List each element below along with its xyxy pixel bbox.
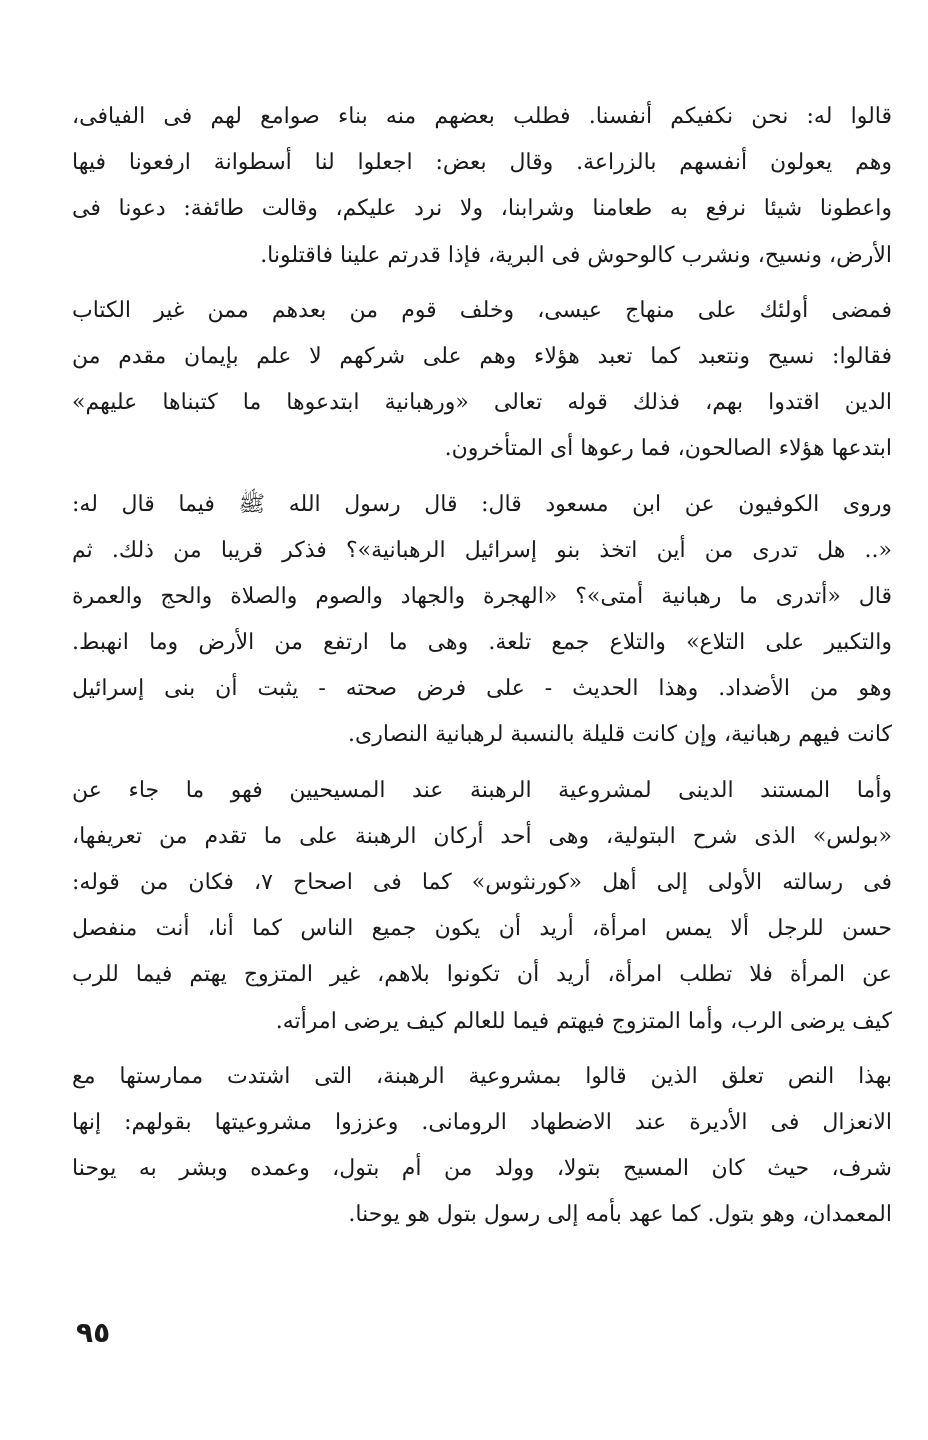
text-line: قالوا له: نحن نكفيكم أنفسنا. فطلب بعضهم منه بناء صوامع لهم فى الفيافى، [72,104,892,129]
text-line: بهذا النص تعلق الذين قالوا بمشروعية الرهبنة، التى اشتدت ممارستها مع [72,1063,892,1089]
text-line: فى رسالته الأولى إلى أهل «كورنثوس» كما فى اصحاح ٧، فكان من قوله: [72,870,892,895]
body-text [72,94,892,1248]
text-line: كيف يرضى الرب، وأما المتزوج فيهتم فيما للعالم كيف يرضى امرأته. [275,1008,892,1034]
page-number: ٩٥ [76,1316,111,1349]
text-line: فمضى أولئك على منهاج عيسى، وخلف قوم من بعدهم ممن غير الكتاب [72,297,892,323]
text-line: الدين اقتدوا بهم، فذلك قوله تعالى «ورهبانية ابتدعوها ما كتبناها عليهم» [72,390,892,416]
text-line: عن المرأة فلا تطلب امرأة، أريد أن تكونوا بلاهم، غير المتزوج يهتم فيما للرب [72,962,892,988]
paragraph [72,482,892,759]
text-line: «بولس» الذى شرح البتولية، وهى أحد أركان الرهبنة على ما تقدم من تعريفها، [72,823,892,849]
text-line: فقالوا: نسيح ونتعبد كما تعبد هؤلاء وهم على شركهم لا علم بإيمان مقدم من [72,343,892,369]
text-line: «.. هل تدرى من أين اتخذ بنو إسرائيل الرهبانية»؟ فذكر قريبا من ذلك. ثم [72,537,892,563]
text-line: وهو من الأضداد. وهذا الحديث - على فرض صحته - يثبت أن بنى إسرائيل [72,676,892,702]
text-line: والتكبير على التلاع» والتلاع جمع تلعة. وهى ما ارتفع من الأرض وما انهبط. [72,630,892,656]
text-line: حسن للرجل ألا يمس امرأة، أريد أن يكون جميع الناس كما أنا، أنت منفصل [72,916,892,942]
text-line: وروى الكوفيون عن ابن مسعود قال: قال رسول الله ﷺ فيما قال له: [72,491,892,517]
text-line: المعمدان، وهو بتول. كما عهد بأمه إلى رسول بتول هو يوحنا. [348,1202,892,1228]
text-line: واعطونا شيئا نرفع به طعامنا وشرابنا، ولا نرد عليكم، وقالت طائفة: دعونا فى [72,196,892,222]
paragraph [72,94,892,279]
text-line: كانت فيهم رهبانية، وإن كانت قليلة بالنسبة لرهبانية النصارى. [348,722,892,748]
text-line: الانعزال فى الأديرة عند الاضطهاد الرومانى. وعززوا مشروعيتها بقولهم: إنها [72,1109,892,1135]
text-line: ابتدعها هؤلاء الصالحون، فما رعوها أى المتأخرون. [444,436,892,462]
text-line: الأرض، ونسيح، ونشرب كالوحوش فى البرية، فإذا قدرتم علينا فاقتلونا. [260,242,892,268]
text-line: وهم يعولون أنفسهم بالزراعة. وقال بعض: اجعلوا لنا أسطوانة ارفعونا فيها [72,150,892,176]
paragraph [72,1054,892,1239]
paragraph [72,288,892,473]
text-line: وأما المستند الدينى لمشروعية الرهبنة عند المسيحيين فهو ما جاء عن [72,777,892,803]
text-line: قال «أتدرى ما رهبانية أمتى»؟ «الهجرة والجهاد والصوم والصلاة والحج والعمرة [72,583,892,609]
text-line: شرف، حيث كان المسيح بتولا، وولد من أم بتول، وعمده وبشر به يوحنا [72,1156,892,1182]
paragraph [72,768,892,1045]
